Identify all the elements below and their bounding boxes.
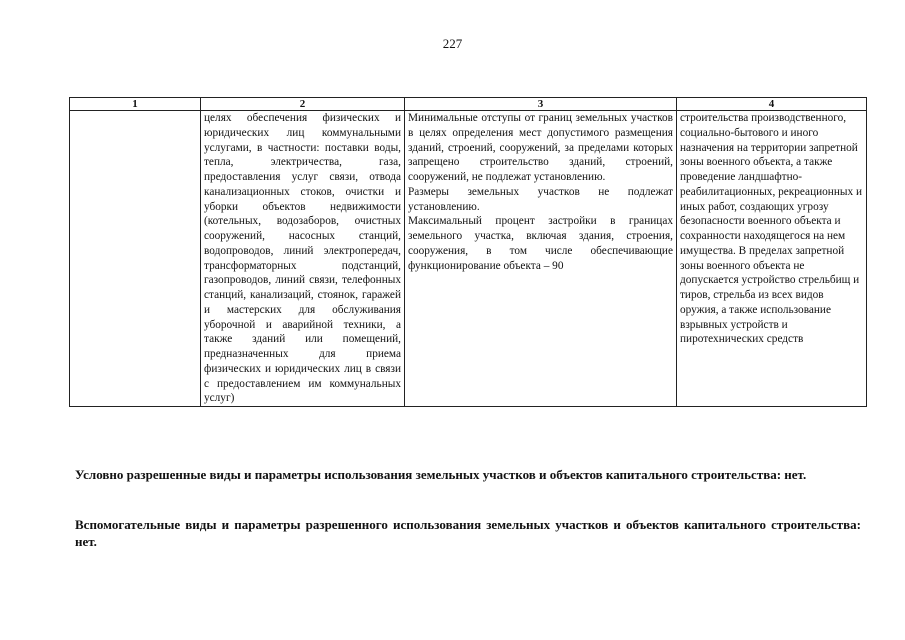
column-header-4: 4 <box>677 98 867 111</box>
cell-col3 <box>405 111 677 407</box>
column-header-1: 1 <box>70 98 201 111</box>
conditional-uses-paragraph: Условно разрешенные виды и параметры использования земельных участков и объектов капитального строительства: нет. <box>75 467 807 482</box>
cell-col2 <box>201 111 405 407</box>
regulations-table <box>69 97 867 407</box>
col2-text: целях обеспечения физических и юридических лиц коммунальными услугами, в частности: поставки воды, тепла, электричества, газа, предоставления услуг связи, отвода канализационных стоков, очистки и уборки объектов недвижимости (котельных, водозаборов, очистных сооружений, насосных станций, водопроводов, линий электропередач, трансформаторных подстанций, газопроводов, линий связи, телефонных станций, канализаций, стоянок, гаражей и мастерских для обслуживания уборочной и аварийной техники, а также зданий или помещений, предназначенных для приема физических и юридических лиц в связи с предоставлением им коммунальных услуг) <box>204 112 401 405</box>
cell-col1 <box>70 111 201 407</box>
page-number: 227 <box>442 36 463 51</box>
cell-col4 <box>677 111 867 407</box>
table-row <box>70 111 867 407</box>
col4-text: строительства производственного, социально-бытового и иного назначения на территории запретной зоны военного объекта, а также проведение ландшафтно-реабилитационных, рекреационных и иных работ, создающих угрозу безопасности военного объекта и сохранности находящегося на нем имущества. В пределах запретной зоны военного объекта не допускается устройство стрельбищ и тиров, стрельба из всех видов оружия, а также использование взрывных устройств и пиротехнических средств <box>680 112 863 346</box>
col3-paragraph-setbacks: Минимальные отступы от границ земельных участков в целях определения мест допустимого размещения зданий, строений, сооружений, за пределами которых запрещено строительство зданий, строений, сооружений, не подлежат установлению. <box>408 112 673 183</box>
column-header-2: 2 <box>201 98 405 111</box>
auxiliary-uses-paragraph: Вспомогательные виды и параметры разрешенного использования земельных участков и объектов капитального строительства: нет. <box>75 517 861 549</box>
col3-paragraph-coverage: Максимальный процент застройки в границах земельного участка, включая здания, строения, сооружения, в том числе обеспечивающие функционирование объекта – 90 <box>408 215 673 272</box>
col3-paragraph-plot-size: Размеры земельных участков не подлежат установлению. <box>408 185 673 213</box>
table-header-row <box>70 98 867 111</box>
column-header-3: 3 <box>405 98 677 111</box>
